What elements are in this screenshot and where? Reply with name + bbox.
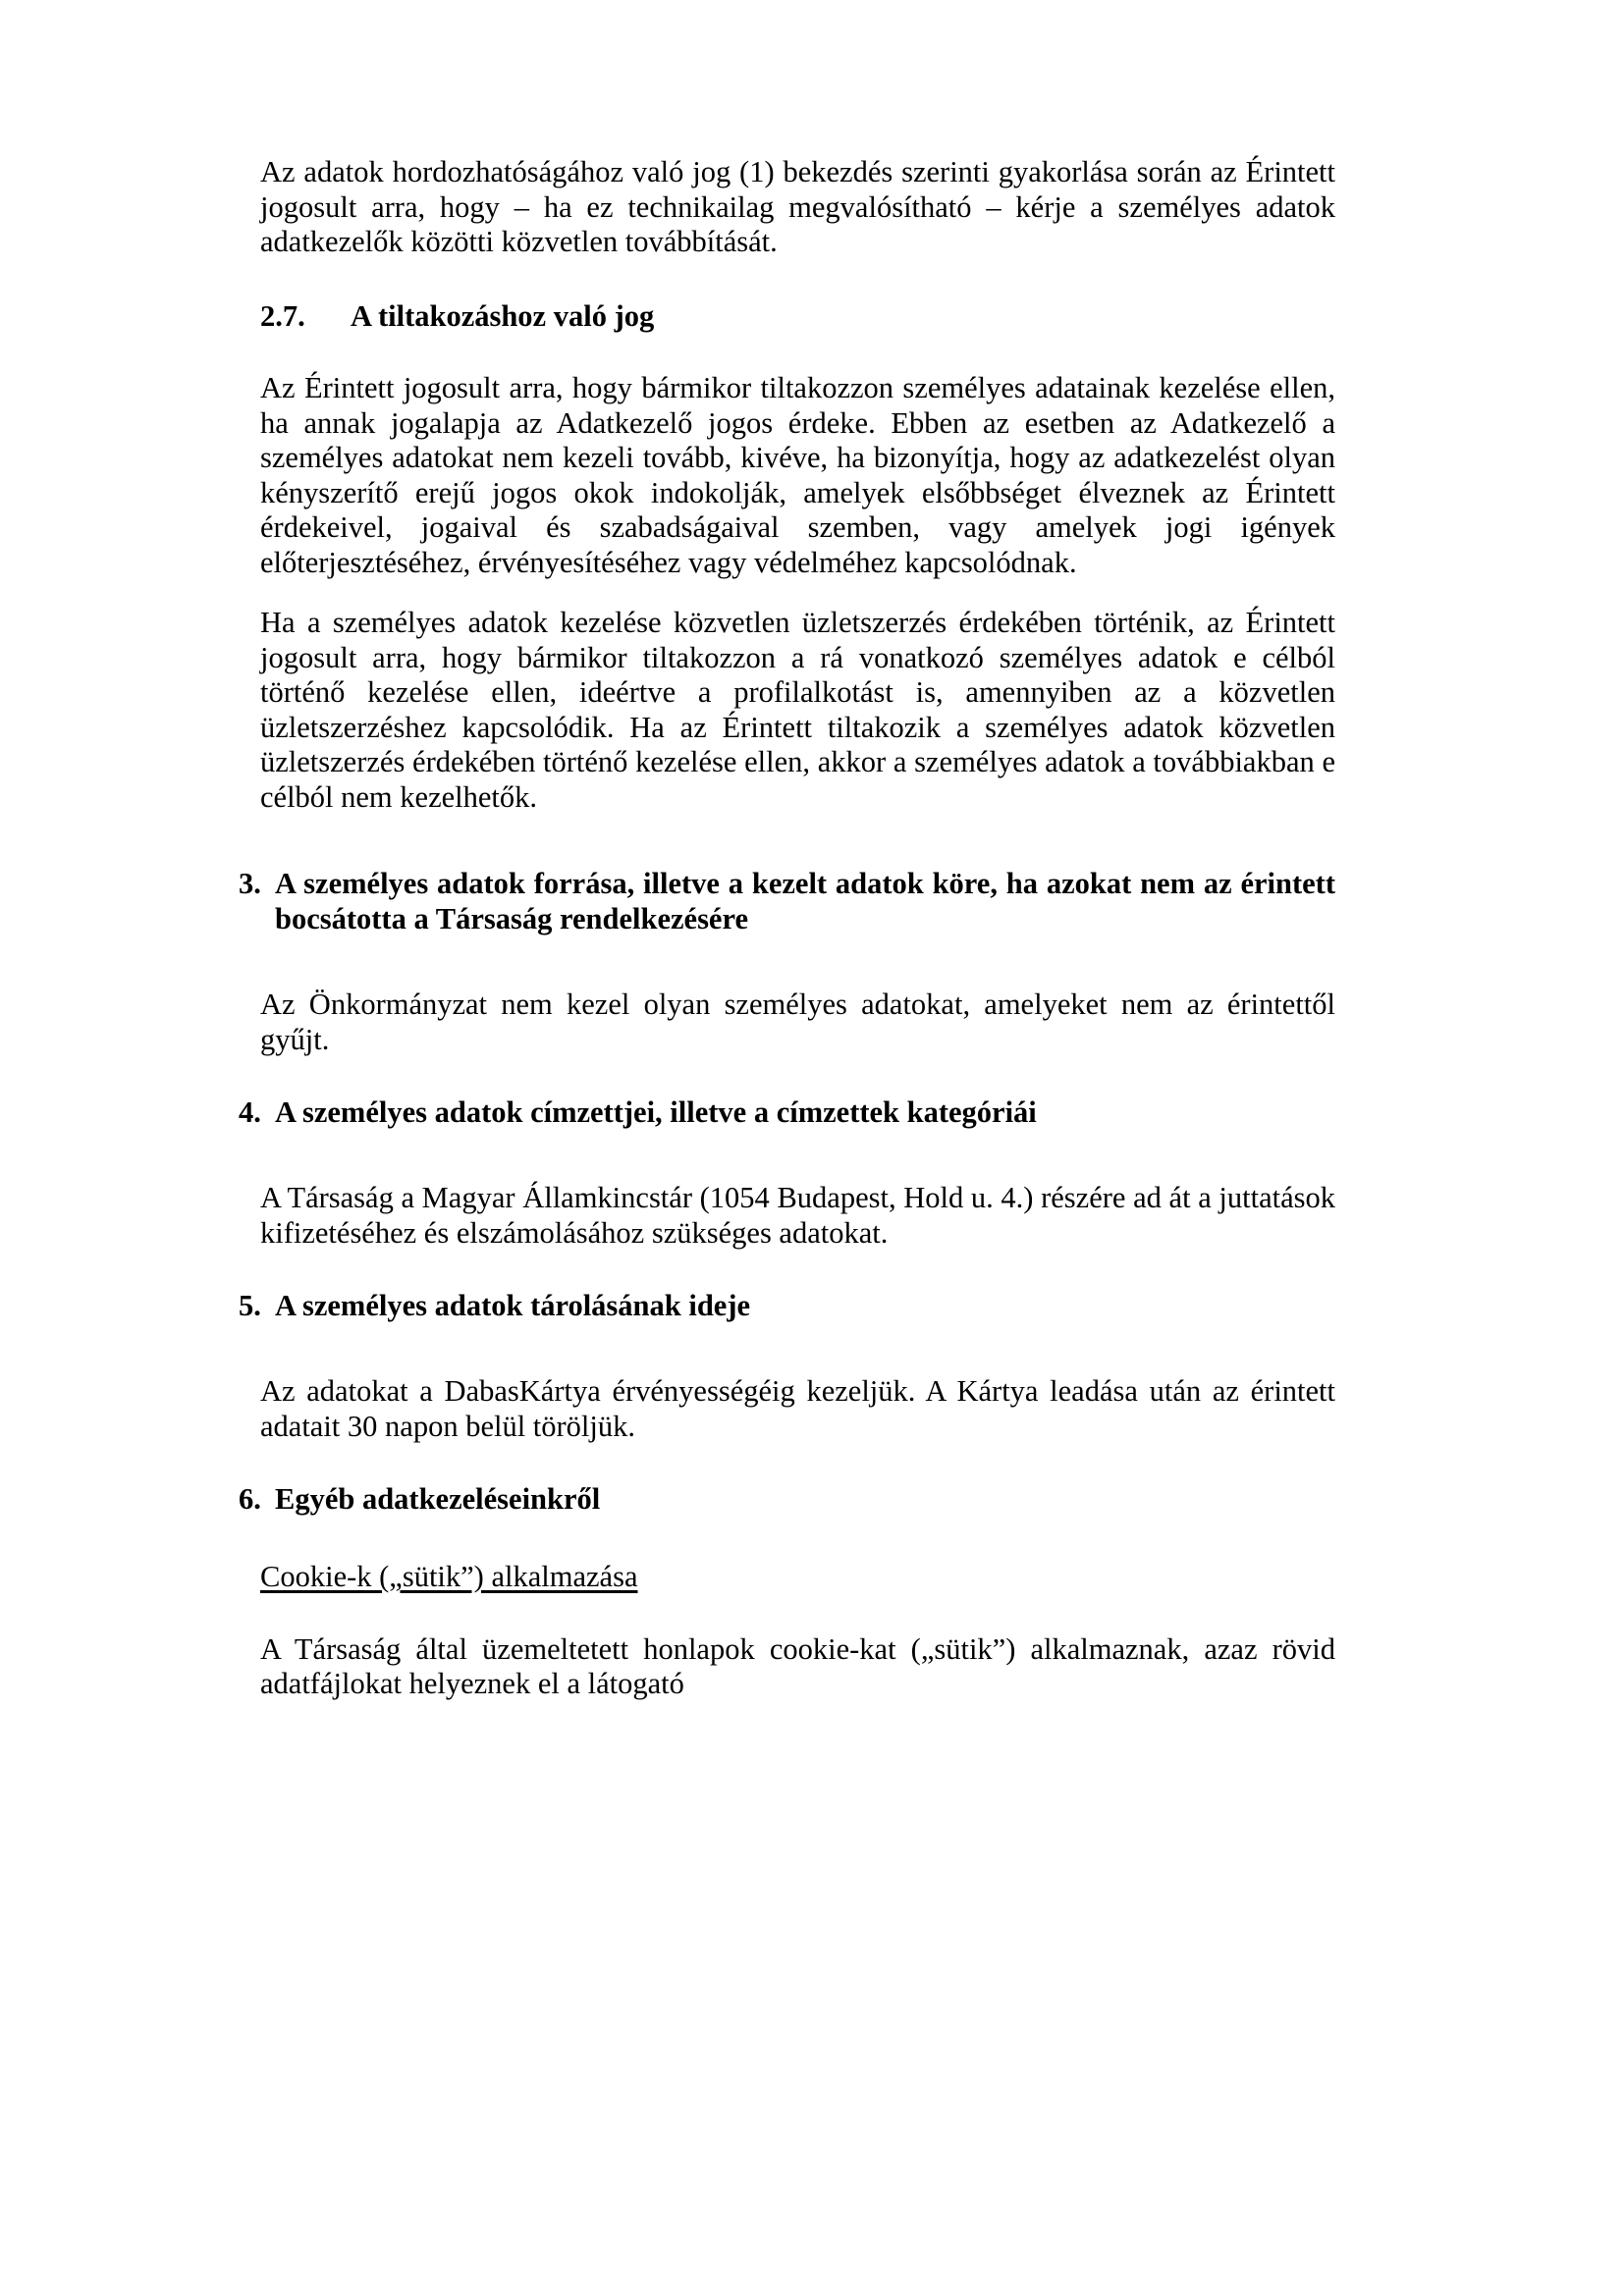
heading-section-4-title: A személyes adatok címzettjei, illetve a címzettek kategóriái	[275, 1095, 1037, 1129]
heading-section-5	[239, 1288, 1335, 1323]
paragraph-2-7-first: Az Érintett jogosult arra, hogy bármikor tiltakozzon személyes adatainak kezelése ellen, ha annak jogalapja az Adatkezelő jogos érdeke. Ebben az esetben az Adatkezelő a személyes adatokat nem kezeli tovább, kivéve, ha bizonyítja, hogy az adatkezelést olyan kényszerítő erejű jogos okok indokolják, amelyek elsőbbséget élveznek az Érintett érdekeivel, jogaival és szabadságaival szemben, vagy amelyek jogi igények előterjesztéséhez, érvényesítéséhez vagy védelméhez kapcsolódnak.	[260, 371, 1335, 579]
paragraph-section-5-body: Az adatokat a DabasKártya érvényességéig kezeljük. A Kártya leadása után az érintett adatait 30 napon belül töröljük.	[260, 1374, 1335, 1443]
paragraph-2-7-second: Ha a személyes adatok kezelése közvetlen üzletszerzés érdekében történik, az Érintett jogosult arra, hogy bármikor tiltakozzon a rá vonatkozó személyes adatok e célból történő kezelése ellen, ideértve a profilalkotást is, amennyiben az a közvetlen üzletszerzéshez kapcsolódik. Ha az Érintett tiltakozik a személyes adatok közvetlen üzletszerzés érdekében történő kezelése ellen, akkor a személyes adatok a továbbiakban e célból nem kezelhetők.	[260, 606, 1335, 814]
paragraph-section-4-body: A Társaság a Magyar Államkincstár (1054 Budapest, Hold u. 4.) részére ad át a juttatások kifizetéséhez és elszámolásához szükséges adatokat.	[260, 1181, 1335, 1250]
heading-section-6	[239, 1481, 1335, 1517]
heading-section-4	[239, 1095, 1335, 1130]
heading-section-3-number: 3.	[239, 867, 261, 900]
heading-section-3-title: A személyes adatok forrása, illetve a kezelt adatok köre, ha azokat nem az érintett bocsátotta a Társaság rendelkezésére	[275, 867, 1335, 935]
subheading-cookies: Cookie-k („sütik”) alkalmazása	[260, 1560, 638, 1593]
paragraph-data-portability: Az adatok hordozhatóságához való jog (1) bekezdés szerinti gyakorlása során az Érintett jogosult arra, hogy – ha ez technikailag megvalósítható – kérje a személyes adatok adatkezelők közötti közvetlen továbbítását.	[260, 155, 1335, 258]
heading-section-6-title: Egyéb adatkezeléseinkről	[275, 1482, 601, 1516]
heading-section-5-title: A személyes adatok tárolásának ideje	[275, 1289, 751, 1322]
heading-2-7-title: A tiltakozáshoz való jog	[351, 298, 655, 333]
heading-2-7	[260, 299, 1335, 335]
paragraph-section-3-body: Az Önkormányzat nem kezel olyan személyes adatokat, amelyeket nem az érintettől gyűjt.	[260, 988, 1335, 1056]
heading-section-6-number: 6.	[239, 1482, 261, 1516]
paragraph-section-6-body: A Társaság által üzemeltetett honlapok cookie-kat („sütik”) alkalmaznak, azaz rövid adatfájlokat helyeznek el a látogató	[260, 1631, 1335, 1700]
heading-2-7-number: 2.7.	[260, 298, 305, 333]
heading-section-4-number: 4.	[239, 1095, 261, 1129]
heading-section-3	[239, 866, 1335, 936]
heading-section-5-number: 5.	[239, 1289, 261, 1322]
